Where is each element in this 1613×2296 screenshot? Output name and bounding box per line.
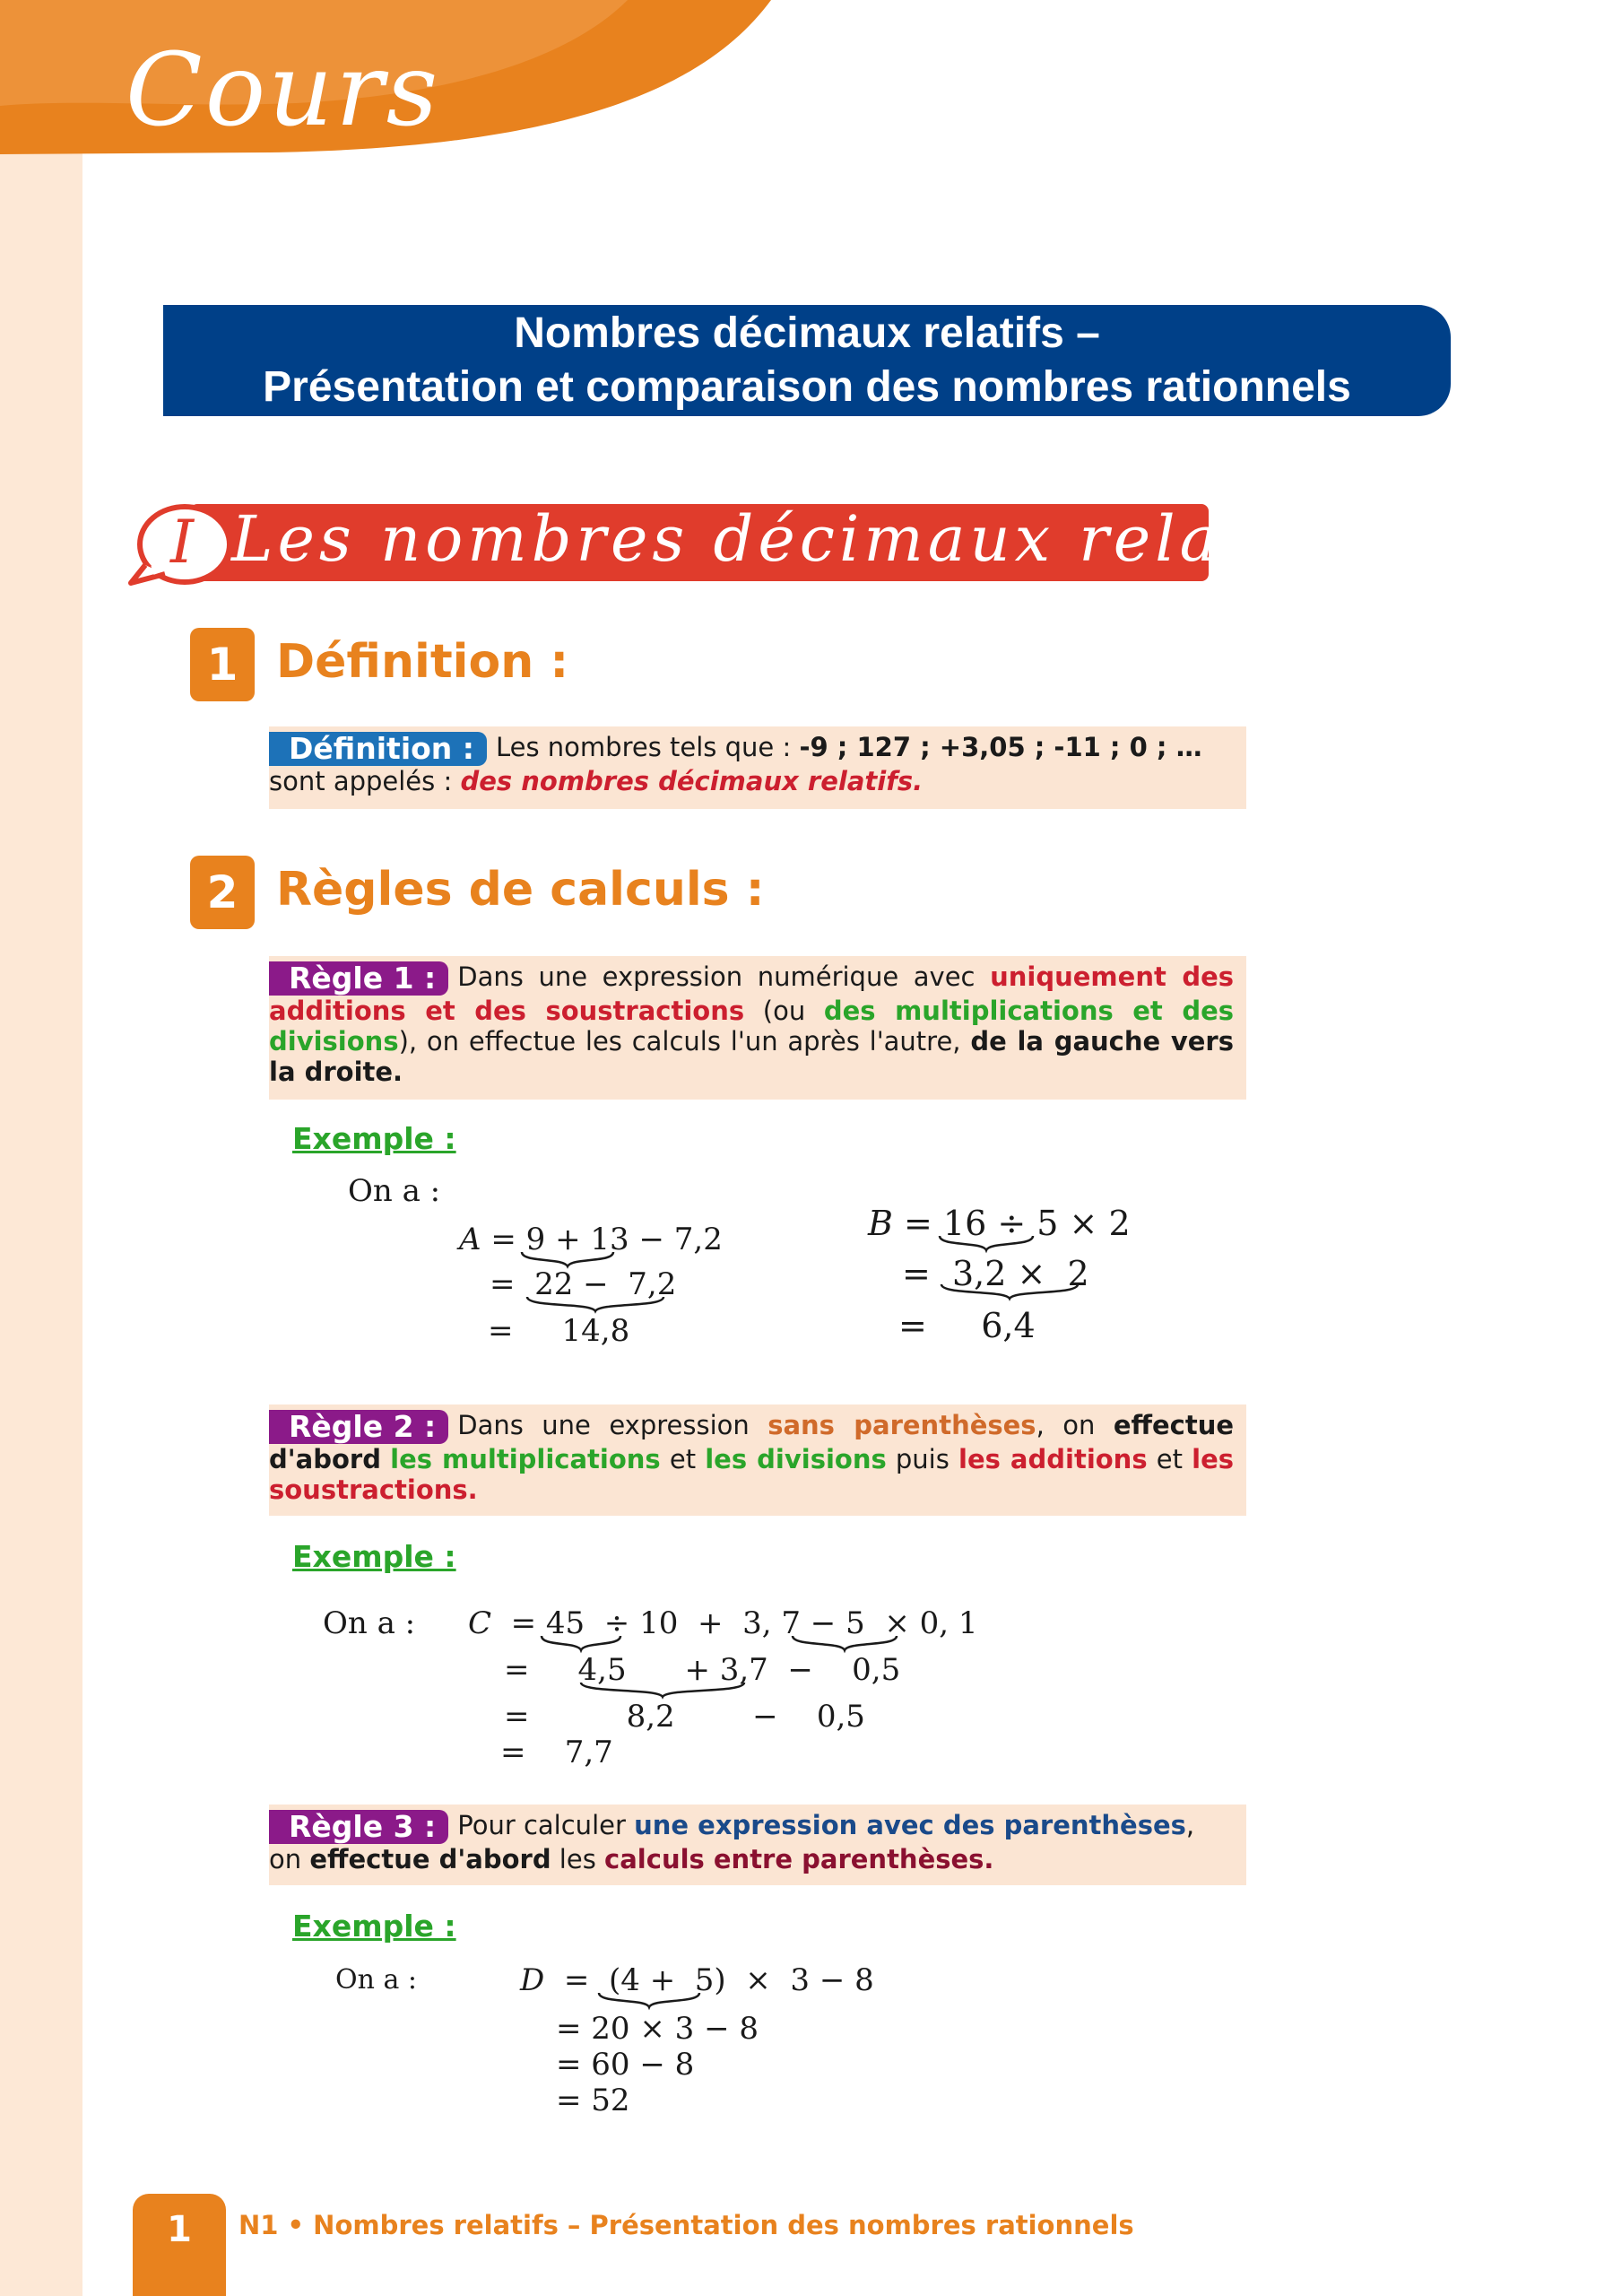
page-title-line1: Nombres décimaux relatifs – [514,309,1100,357]
example1-ona: On a : [348,1173,441,1209]
section-title: Les nombres décimaux relatifs [231,502,1340,576]
subsection-number-2: 2 [190,856,255,929]
rule2-tag: Règle 2 : [269,1410,448,1444]
page-number: 1 [133,2194,226,2296]
side-strip [0,0,82,2296]
definition-numbers: -9 ; 127 ; +3,05 ; -11 ; 0 ; … [799,732,1202,762]
expr-d-line1: D = (4 + 5) × 3 − 8 [520,1962,874,1998]
expr-c-line1: C = 45 ÷ 10 + 3, 7 − 5 × 0, 1 [468,1605,978,1641]
expr-c-line3: = 8,2 − 0,5 [504,1699,865,1735]
subsection-title-1: Définition : [276,635,569,689]
expr-d-line2: = 20 × 3 − 8 [556,2011,759,2047]
section-number: I [170,508,195,577]
brace-a2 [524,1293,667,1315]
expr-a-line2: = 22 − 7,2 [490,1266,677,1302]
expr-b-line3: = 6,4 [898,1306,1036,1345]
example1-label: Exemple : [292,1121,456,1156]
brace-d1 [595,1989,703,2011]
definition-box: Définition : Les nombres tels que : -9 ; 127 ; +3,05 ; -11 ; 0 ; … sont appelés : des nombres décimaux relatifs. [269,726,1246,809]
expr-a-line1: A = 9 + 13 − 7,2 [459,1222,723,1257]
rule1-box: Règle 1 : Dans une expression numérique avec uniquement des additions et des soustractions (ou des multiplications et des divisions), on effectue les calculs l'un après l'autre, de la gauche vers la droite. [269,956,1246,1100]
expr-c-line4: = 7,7 [500,1735,613,1770]
expr-c-line2: = 4,5 + 3,7 − 0,5 [504,1652,901,1688]
expr-b-line2: = 3,2 × 2 [902,1254,1089,1293]
subsection-title-2: Règles de calculs : [276,863,765,917]
definition-highlight: des nombres décimaux relatifs. [460,766,924,796]
header-label: Cours [126,32,441,149]
brace-c3 [577,1679,748,1700]
brace-c1 [538,1632,624,1654]
page-title-line2: Présentation et comparaison des nombres rationnels [263,363,1351,411]
example3-ona: On a : [335,1964,417,1996]
example2-ona: On a : [323,1605,416,1641]
footer-text: N1 • Nombres relatifs – Présentation des nombres rationnels [238,2210,1134,2240]
definition-tag: Définition : [269,732,487,766]
brace-b1 [936,1232,1036,1254]
brace-b2 [938,1281,1081,1302]
expr-d-line3: = 60 − 8 [556,2047,695,2083]
rule3-tag: Règle 3 : [269,1810,448,1844]
example2-label: Exemple : [292,1539,456,1574]
page-title [163,305,1451,416]
rule2-box: Règle 2 : Dans une expression sans parenthèses, on effectue d'abord les multiplications et les divisions puis les additions et les soustractions. [269,1405,1246,1516]
rule1-tag: Règle 1 : [269,961,448,996]
expr-b-line1: B = 16 ÷ 5 × 2 [868,1204,1131,1243]
example3-label: Exemple : [292,1909,456,1944]
expr-a-line3: = 14,8 [488,1313,630,1349]
brace-c2 [789,1632,900,1654]
subsection-number-1: 1 [190,628,255,701]
rule3-box: Règle 3 : Pour calculer une expression avec des parenthèses, on effectue d'abord les calculs entre parenthèses. [269,1805,1246,1885]
expr-d-line4: = 52 [556,2083,630,2118]
